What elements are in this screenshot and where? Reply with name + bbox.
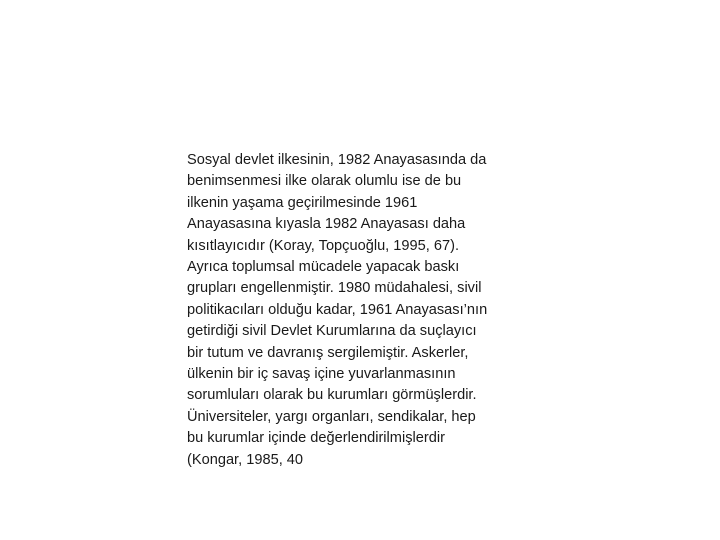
paragraph-line: kısıtlayıcıdır (Koray, Topçuoğlu, 1995, 67). <box>187 237 460 254</box>
paragraph-line: Üniversiteler, yargı organları, sendikalar, hep <box>187 408 476 425</box>
paragraph-line: getirdiği sivil Devlet Kurumlarına da suçlayıcı <box>187 323 477 340</box>
paragraph-line: ülkenin bir iç savaş içine yuvarlanmasının <box>187 366 456 383</box>
paragraph-line: ilkenin yaşama geçirilmesinde 1961 <box>187 194 418 211</box>
paragraph-line: Anayasasına kıyasla 1982 Anayasası daha <box>187 216 466 233</box>
paragraph-line: Sosyal devlet ilkesinin, 1982 Anayasasında da <box>187 152 487 168</box>
paragraph-line: bir tutum ve davranış sergilemiştir. Askerler, <box>187 344 469 361</box>
body-paragraph <box>187 150 537 471</box>
paragraph-line: bu kurumlar içinde değerlendirilmişlerdir <box>187 430 445 447</box>
paragraph-line: sorumluları olarak bu kurumları görmüşlerdir. <box>187 387 477 404</box>
paragraph-line: Ayrıca toplumsal mücadele yapacak baskı <box>187 259 460 276</box>
paragraph-line: (Kongar, 1985, 40 <box>187 451 304 468</box>
paragraph-line: politikacıları olduğu kadar, 1961 Anayasası’nın <box>187 301 488 318</box>
paragraph-line: grupları engellenmiştir. 1980 müdahalesi, sivil <box>187 280 482 297</box>
paragraph-line: benimsenmesi ilke olarak olumlu ise de bu <box>187 173 462 190</box>
